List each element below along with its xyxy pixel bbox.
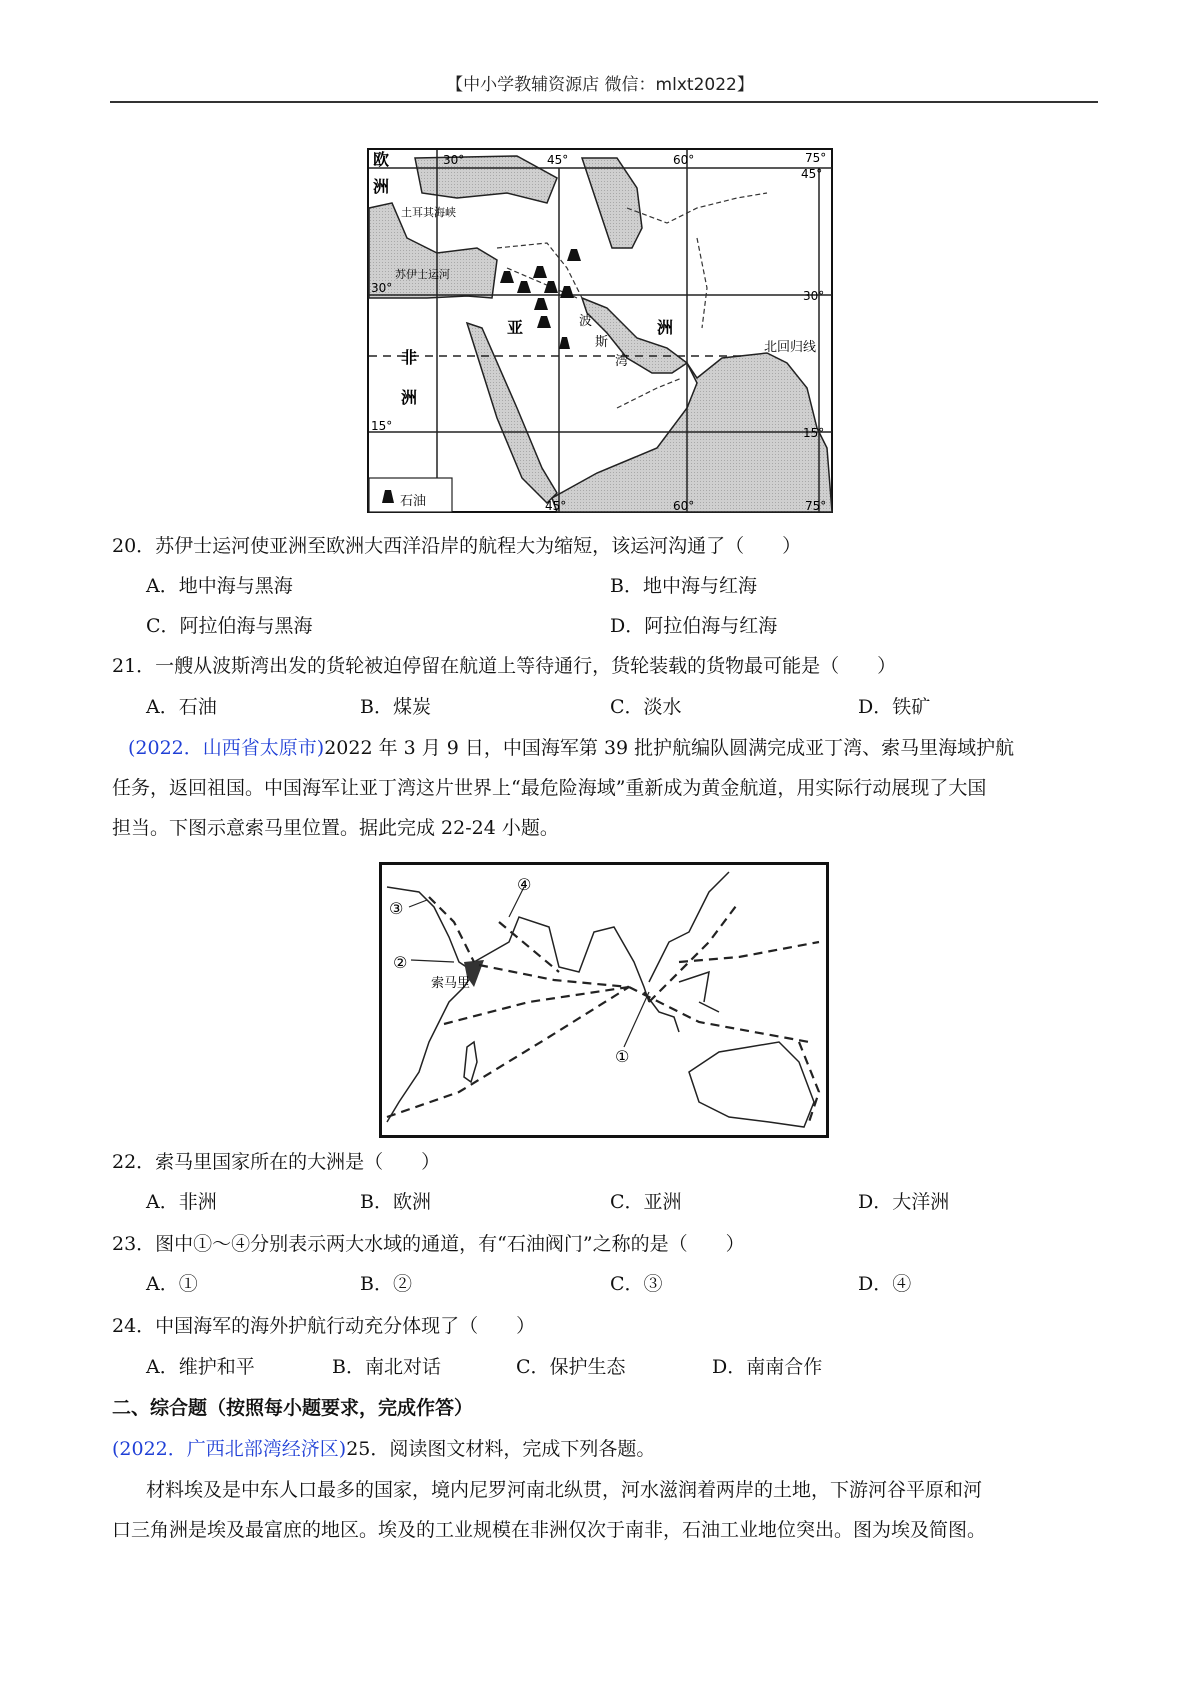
label-somalia: 索马里	[431, 976, 471, 991]
q20-option-c[interactable]: C．阿拉伯海与黑海	[146, 615, 313, 637]
label-africa-1: 非	[401, 348, 418, 367]
q20-option-a[interactable]: A．地中海与黑海	[146, 575, 293, 597]
label-africa-2: 洲	[401, 388, 418, 407]
q25-source: (2022．广西北部湾经济区)	[112, 1438, 347, 1460]
passage1-text1: 2022 年 3 月 9 日，中国海军第 39 批护航编队圆满完成亚丁湾、索马里海域护航	[324, 737, 1015, 759]
q24-stem: 24．中国海军的海外护航行动充分体现了（ ）	[112, 1315, 536, 1337]
q24-option-c[interactable]: C．保护生态	[516, 1356, 626, 1378]
q23-option-d[interactable]: D．④	[858, 1273, 912, 1295]
tick-lat-30-left: 30°	[371, 281, 393, 295]
label-gulf-1: 波	[579, 314, 593, 329]
q25-material-line2: 口三角洲是埃及最富庶的地区。埃及的工业规模在非洲仅次于南非，石油工业地位突出。图为埃及简图。	[112, 1519, 987, 1541]
q24-option-b[interactable]: B．南北对话	[332, 1356, 441, 1378]
label-asia-1: 亚	[507, 318, 524, 337]
tick-lon-75-top: 75°	[805, 151, 827, 165]
tick-lat-15-left: 15°	[371, 419, 393, 433]
q22-option-c[interactable]: C．亚洲	[610, 1191, 682, 1213]
tick-lon-45-bottom: 45°	[545, 499, 567, 513]
q23-option-c[interactable]: C．③	[610, 1273, 663, 1295]
label-europe-1: 欧	[373, 150, 390, 169]
q24-option-a[interactable]: A．维护和平	[146, 1356, 255, 1378]
passage1-line2: 任务，返回祖国。中国海军让亚丁湾这片世界上“最危险海域”重新成为黄金航道，用实际行动展现了大国	[112, 777, 987, 799]
marker-2: ②	[393, 953, 408, 972]
tick-lon-45-top: 45°	[547, 153, 569, 167]
tick-lat-30-right: 30°	[803, 289, 825, 303]
q23-stem: 23．图中①～④分别表示两大水域的通道，有“石油阀门”之称的是（ ）	[112, 1233, 745, 1255]
tick-lat-45-right: 45°	[801, 167, 823, 181]
tick-lon-75-bottom: 75°	[805, 499, 827, 513]
passage1-line1	[128, 736, 1014, 760]
tick-lat-15-right: 15°	[803, 426, 825, 440]
middle-east-map-svg	[367, 148, 833, 513]
label-gulf-2: 斯	[595, 335, 609, 350]
q23-option-a[interactable]: A．①	[146, 1273, 198, 1295]
label-turkey-strait: 土耳其海峡	[401, 206, 456, 219]
q21-option-b[interactable]: B．煤炭	[360, 696, 431, 718]
label-suez-canal: 苏伊士运河	[395, 268, 450, 281]
middle-east-map	[367, 148, 833, 513]
q21-option-d[interactable]: D．铁矿	[858, 696, 931, 718]
q22-stem: 22．索马里国家所在的大洲是（ ）	[112, 1151, 441, 1173]
marker-1: ①	[615, 1047, 630, 1066]
section2-title: 二、综合题（按照每小题要求，完成作答）	[112, 1397, 474, 1419]
passage1-line3: 担当。下图示意索马里位置。据此完成 22-24 小题。	[112, 817, 559, 839]
somalia-map-svg	[379, 862, 829, 1138]
q21-option-c[interactable]: C．淡水	[610, 696, 682, 718]
label-asia-2: 洲	[657, 318, 674, 337]
q23-option-b[interactable]: B．②	[360, 1273, 412, 1295]
label-gulf-3: 湾	[615, 354, 629, 369]
somalia-map	[379, 862, 829, 1138]
q21-option-a[interactable]: A．石油	[146, 696, 217, 718]
q20-stem: 20．苏伊士运河使亚洲至欧洲大西洋沿岸的航程大为缩短，该运河沟通了（ ）	[112, 535, 802, 557]
marker-3: ③	[389, 899, 404, 918]
q22-option-b[interactable]: B．欧洲	[360, 1191, 431, 1213]
q22-option-d[interactable]: D．大洋洲	[858, 1191, 950, 1213]
tick-lon-30-top: 30°	[443, 153, 465, 167]
tick-lon-60-top: 60°	[673, 153, 695, 167]
q24-option-d[interactable]: D．南南合作	[712, 1356, 823, 1378]
tick-lon-60-bottom: 60°	[673, 499, 695, 513]
label-tropic: 北回归线	[764, 340, 817, 355]
page-header: 【中小学教辅资源店 微信：mlxt2022】	[446, 75, 754, 95]
q21-stem: 21．一艘从波斯湾出发的货轮被迫停留在航道上等待通行，货轮装载的货物最可能是（ ）	[112, 655, 897, 677]
passage1-source: (2022．山西省太原市)	[128, 737, 325, 759]
legend-oil-label: 石油	[400, 494, 427, 509]
q25-header	[112, 1437, 655, 1461]
header-divider	[110, 101, 1098, 103]
q25-material-line1: 材料埃及是中东人口最多的国家，境内尼罗河南北纵贯，河水滋润着两岸的土地，下游河谷平原和河	[146, 1479, 983, 1501]
q25-stem: 25．阅读图文材料，完成下列各题。	[346, 1438, 656, 1460]
q22-option-a[interactable]: A．非洲	[146, 1191, 217, 1213]
label-europe-2: 洲	[373, 177, 390, 196]
q20-option-b[interactable]: B．地中海与红海	[610, 575, 757, 597]
marker-4: ④	[517, 875, 532, 894]
q20-option-d[interactable]: D．阿拉伯海与红海	[610, 615, 778, 637]
